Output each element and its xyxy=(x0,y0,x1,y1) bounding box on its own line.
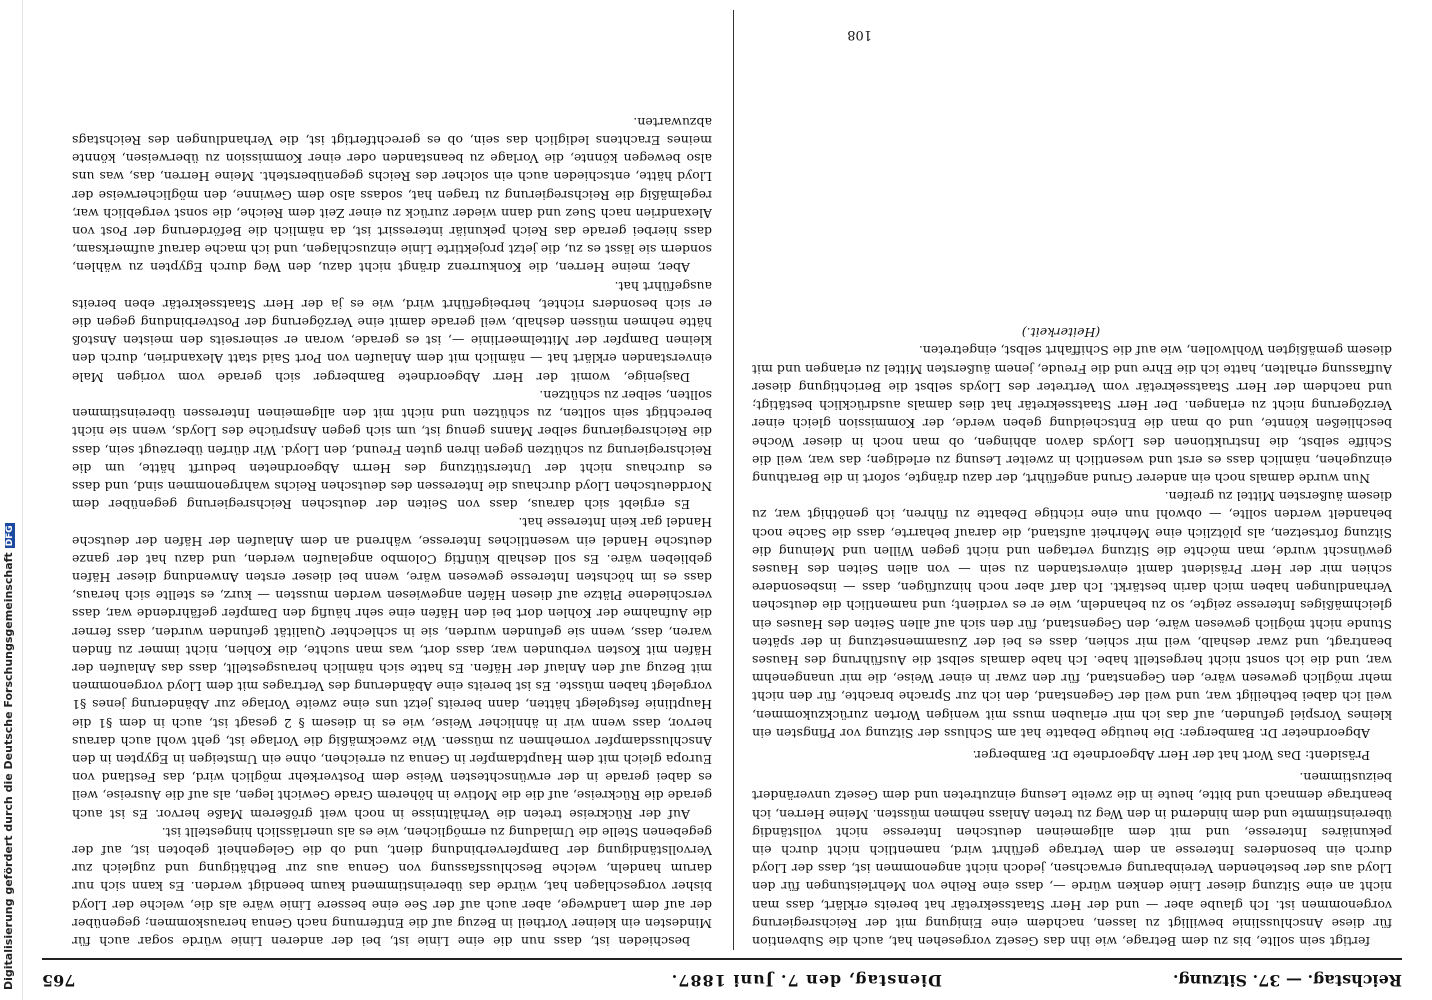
page-content-rotated xyxy=(26,0,1432,1000)
scanned-page xyxy=(26,0,1432,1000)
header-rule xyxy=(42,958,1402,960)
dfg-credit xyxy=(2,523,15,990)
paragraph: Nun wurde damals noch ein anderer Grund angeführt, der dazu drängte, sofort in die Berathung einzugehen, nämlich dass es erst und wesentlich in zweiter Lesung zu erledigen; das war, weil die Schiffe selbst, die Instruktionen des Lloyds davon abhingen, ob man noch in dieser Woche beschließen könnte, und ob man die Entscheidung geben werde, der Kommission gleich einer Verzögerung nicht zu erlangen. Der Herr Staatssekretär hat dies damals ausdrücklich bestätigt; und nachdem der Herr Staatssekretär vom Vertreter des Lloyds selbst die Berichtigung dieser Auffassung erhalten, hatte ich die Ehre und die Freude, jenem äußersten Mittel zu erlangen und mit diesem gemäßigten Wohlwollen, wie auf die Schiffahrt selbst, eingetreten. xyxy=(752,343,1392,486)
header-date: Dienstag, den 7. Juni 1887. xyxy=(670,971,942,990)
dfg-credit-text: Digitalisierung gefördert durch die Deutsche Forschungsgemeinschaft xyxy=(2,552,15,990)
paragraph: fertigt sein sollte, bis zu dem Betrage, wie ihn das Gesetz vorgesehen hat, auch die Subvention für diese Anschlusslinie bewilligt zu lassen, nachdem eine Einigung mit der Reichsregierung vorgenommen ist. Ich glaube aber — und der Herr Staatssekretär hat bereits erklärt, dass man nicht an eine Sitzung dieser Linie denken würde —, dass eine Reihe von Mehrleistungen für den Lloyd aus der bestehenden Vereinbarung erwachsen, jedoch nicht angenommen ist, dass der Lloyd durch ein besonderes Interesse an dem Vertrage geführt wird, namentlich nicht durch ein pekuniäres Interesse, und mit dem allgemeinen deutschen Interesse nicht vollständig übereinstimmte und dem hindernd in den Weg zu treten Anlass nehmen müssten. Meine Herren, ich beantrage demnach und bitte, heute in die zweite Lesung einzutreten und dem Gesetz unverändert beizustimmen. xyxy=(752,770,1392,949)
paragraph: beschieden ist, dass nun die eine Linie ist, bei der anderen Linie würde sogar auch für Mindesten ein kleiner Vortheil in Bezug auf die Entfernung nach Genua herauskommen; gegenüber der auf dem Landwege, aber auch auf der See eine bessere Linie wäre als die, welche der Lloyd bisher vorgeschlagen hat, würde das übereinstimmend kaum beendigt werden. Es kann sich nur darum handeln, welche Beschlussfassung von Genua aus zur Bethätigung und zugleich zur Vervollständigung der Dampferverbindung dient, und ob die Gelegenheit geboten ist, auf der gegebenen Stelle die Umladung zu ermöglichen, wie es als unerlässlich hingestellt ist. xyxy=(72,824,712,949)
column-left xyxy=(752,30,1392,950)
paragraph: Auf der Rückreise treten die Verhältnisse in noch weit größerem Maße hervor. Es ist auch gerade die Rückreise, auf die die Motive in höherem Grade Gewicht legen, als auf die Ausreise, weil es dabei gerade in der erwünschtesten Weise dem Postverkehr möglich wird, das Festland von Europa gleich mit dem Hauptdampfer in Genua zu erreichen, ohne ein Umsteigen in Egypten in den Anschlussdampfer vornehmen zu müssen. Wie zweckmäßig die Vorlage ist, geht wohl auch daraus hervor, dass wenn wir in ähnlicher Weise, wie es in diesem § 2 gesagt ist, auch in dem §1 die Hauptlinie festgelegt hätten, dann bereits jetzt uns eine zweite Vorlage zur Abänderung jenes §1 vorgelegt haben müsste. Es ist bereits eine Abänderung des Vertrages mit dem Lloyd vorgenommen mit Bezug auf den Anlauf der Häfen. Es hatte sich nämlich herausgestellt, dass das Anlaufen der Häfen mit Kosten verbunden war, dass dort, was man suchte, die Kohlen, nicht immer zu finden waren, dass, wenn sie gefunden wurden, sie in schlechter Qualität gefunden wurden, dass ferner die Aufnahme der Kohlen dort bei den Häfen eine sehr häufig den Dampfer gefährdende war, dass verschiedene Plätze auf diesen Häfen angewiesen werden mussten — kurz, es stellte sich heraus, dass es im höchsten Interesse gewesen wäre, wenn bei dieser ersten Anwendung dieser Häfen geblieben wäre. Es soll deshalb künftig Colombo angelaufen werden, und dazu hat der ganze deutsche Handel ein wesentliches Interesse, während an dem Anlaufen der Häfen der deutsche Handel gar kein Interesse hat. xyxy=(72,515,712,822)
paragraph: Dasjenige, womit der Herr Abgeordnete Bamberger sich gerade vom vorigen Male einverstanden erklärt hat — nämlich mit dem Anlaufen von Port Said statt Alexandrien, durch den kleinen Dampfer der Mittelmeerlinie —, ist es gerade, woran er seinerseits den meisten Anstoß hätte nehmen müssen deshalb, weil gerade damit eine Verzögerung der Postverbindung gegen die er sich besonders richtet, herbeigeführt wird, wie es ja der Herr Staatssekretär eben bereits ausgeführt hat. xyxy=(72,278,712,385)
interjection: (Heiterkeit.) xyxy=(1021,325,1101,341)
dfg-side-strip xyxy=(0,0,23,1000)
paragraph: Es ergiebt sich daraus, dass von Seiten der deutschen Reichsregierung gegenüber dem Norddeutschen Lloyd durchaus die Interessen des deutschen Reichs wahrgenommen sind, und dass es durchaus nicht der Unterstützung des Herrn Abgeordneten bedurft hätte, um die Reichsregierung zu schützen gegen ihren guten Freund, den Lloyd. Wir dürfen überzeugt sein, dass die Reichsregierung selber Manns genug ist, um sich gegen Ansprüche des Lloyds, wenn sie nicht berechtigt sein sollten, zu schützen und nicht mit den allgemeinen Interessen übereinstimmen sollten, selber zu schützen. xyxy=(72,387,712,513)
header-page-number: 765 xyxy=(42,971,76,990)
column-divider xyxy=(733,10,734,950)
paragraph-bamberger: Abgeordneter Dr. Bamberger: Die heutige Debatte hat am Schluss der Sitzung vor Pfingsten ein kleines Vorspiel gefunden, auf das ich mir erlauben muss mit wenigen Worten zurückzukommen, weil ich dabei betheiligt war, und weil der Gegenstand, den ich zur Sprache brachte, für den nicht mehr möglich gewesen wäre, den Gegenstand, für den zwar in einer Weise, die mir unangenehm war, und die ich sonst nicht hergestellt habe. Ich habe damals selbst die Ausführung des Hauses beantragt, und zwar deshalb, weil mir schien, dass es bei der Zusammensetzung in der späten Stunde nicht möglich gewesen wäre, den Gegenstand, für den sich auf allen Seiten des Hauses ein gleichmäßiges Interesse zeigte, so zu behandeln, wie er es verdient; und namentlich die deutschen Verhandlungen haben mich darin bestärkt. Ich darf aber noch hinzufügen, dass — insbesondere schien mir der Herr Präsident damit einverstanden zu sein — von allen Seiten des Hauses gewünscht wurde, man möchte die Sitzung vertagen und nicht gegen Willen und Meinung die Sitzung fortsetzen, als plötzlich eine Mehrheit aufstand, die darauf beharrte, dass die Sache noch behandelt werden sollte, — obwohl nun eine richtige Debatte zu führen, ich genöthigt war, zu diesem äußersten Mittel zu greifen. xyxy=(752,489,1392,741)
page-header xyxy=(42,964,1402,990)
paragraph: Aber, meine Herren, die Konkurrenz drängt nicht dazu, den Weg durch Egypten zu wählen, sondern sie lässt es zu, die jetzt projektirte Linie einzuschlagen, und ich mache darauf aufmerksam, dass hierbei gerade das Reich pekuniär interessirt ist, da nämlich die Beförderung der Post von Alexandrien nach Suez und dann wieder zurück zu einer Zeit dem Reiche, die sonst vergeblich war, regelmäßig die Reichsregierung zu tragen hat, sodass also dem Gewinne, den möglicherweise der Lloyd hätte, entschieden auch ein solcher des Reichs gegenübersteht. Meine Herren, das, was uns also bewegen könnte, die Vorlage zu beanstanden oder einer Kommission zu überweisen, könnte meines Erachtens lediglich das sein, ob es gerechtfertigt ist, die Verhandlungen des Reichstags abzuwarten. xyxy=(72,114,712,276)
footer-page-number: 108 xyxy=(847,27,872,42)
header-left: Reichstag. — 37. Sitzung. xyxy=(1172,971,1402,990)
dfg-logo: DFG xyxy=(5,525,15,547)
paragraph-president: Präsident: Das Wort hat der Herr Abgeordnete Dr. Bamberger. xyxy=(972,747,1370,763)
column-right xyxy=(72,30,712,950)
